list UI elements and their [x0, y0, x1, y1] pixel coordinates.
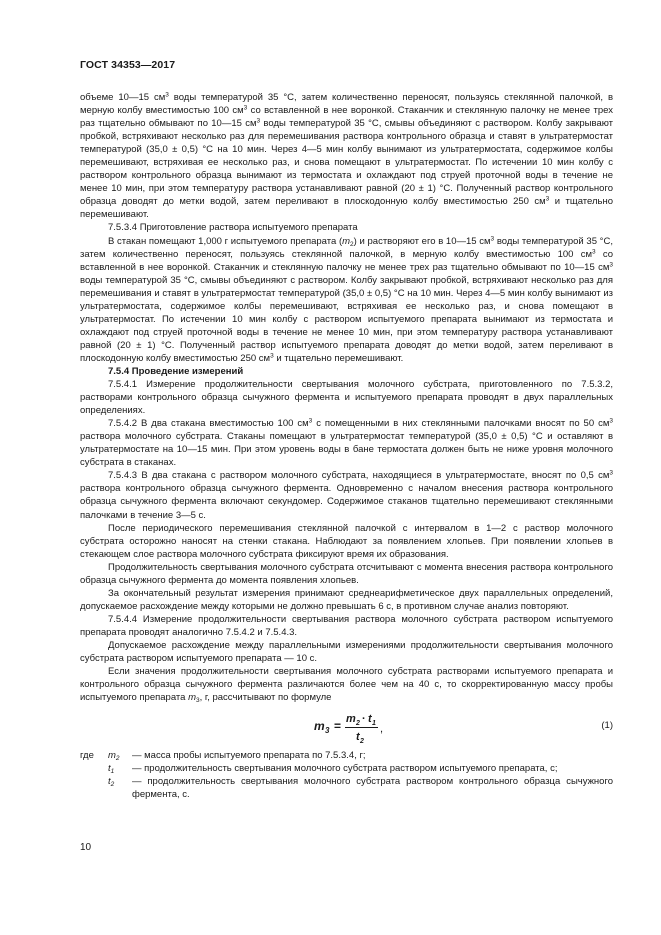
section-7-5-3-4-title: 7.5.3.4 Приготовление раствора испытуемого препарата: [108, 222, 358, 234]
legend-row-t2: [80, 775, 613, 801]
page-number: 10: [80, 842, 92, 853]
legend-desc-m2: — масса пробы испытуемого препарата по 7.5.3.4, г;: [132, 750, 366, 762]
formula-comma: ,: [380, 723, 384, 736]
section-7-5-4-title: 7.5.4 Проведение измерений: [108, 365, 244, 377]
formula-den-t: t: [356, 731, 360, 744]
paragraph-allowed-difference: Допускаемое расхождение между параллельными измерениями продолжительности свертывания молочного субстрата раствором испытуемого препарата — 10 с.: [80, 639, 613, 665]
paragraph-7-5-4-4: 7.5.4.4 Измерение продолжительности свертывания раствора молочного субстрата раствором испытуемого препарата проводят аналогично 7.5.4.2 и 7.5.4.3.: [80, 613, 613, 638]
formula-num-m-sub: 2: [356, 720, 360, 728]
legend-desc-t1: — продолжительность свертывания молочного субстрата раствором испытуемого препарата, с;: [132, 763, 558, 775]
formula-den-t-sub: 2: [360, 738, 364, 746]
formula-equals: =: [334, 719, 342, 734]
formula-num-t-sub: 1: [372, 720, 376, 728]
legend-row-t1: [80, 762, 613, 775]
legend-where: где: [80, 750, 94, 762]
paragraph-7-5-4-3: 7.5.4.3 В два стакана с раствором молочного субстрата, находящиеся в ультратермостате, вносят по 0,5 $см^3$ раствора контрольного образца сычужного фермента. Одновременно с началом внесения раствора контрольного образца сычужного фермента включают секундомер. Содержимое стаканов тщательно перемешивают стеклянными палочками в течение 3—5 с.: [80, 469, 613, 521]
paragraph-7-5-4-2: 7.5.4.2 В два стакана вместимостью 100 $см^3$ с помещенными в них стеклянными палочками вносят по 50 $см^3$ раствора молочного субстрата. Стаканы помещают в ультратермостат температурой (35,0 ± 0,5) °С и оставляют в ультратермостате на 10—15 мин. При этом уровень воды в бане термостата должен быть не ниже уровня молочного субстрата в стаканах.: [80, 417, 613, 469]
legend-symbol-m2: $m_2$: [108, 750, 120, 763]
paragraph-control-sample-continued: объеме 10—15 $см^3$ воды температурой 35 °С, затем количественно переносят, пользуясь стеклянной палочкой, в мерную колбу вместимостью 100 $см^3$ со вставленной в нее воронкой. Стаканчик и стеклянную палочку не менее трех раз тщательно обмывают по 10—15 $см^3$ воды температурой 35 °С, смывы объединяют с раствором. Колбу закрывают пробкой, встряхивают несколько раз для перемешивания раствора контрольного образца и ставят в ультратермостат температурой (35,0 ± 0,5) °С на 10 мин. Через 4—5 мин колбу вынимают из ультратермостата, содержимое колбы перемешивают, встряхивая ее несколько раз, и снова помещают в ультратермостат. По истечении 10 мин колбу с раствором контрольного образца вынимают из термостата и охлаждают под струей проточной воды в течение не менее 10 мин, при этом температуру раствора устанавливают равной (20 ± 1) °С. Полученный раствор контрольного образца доводят до метки водой, затем переливают в плоскодонную колбу вместимостью 250 $см^3$ и тщательно перемешивают.: [80, 91, 614, 221]
paragraph-final-result: За окончательный результат измерения принимают среднеарифметическое двух параллельных определений, допускаемое расхождение между которыми не должно превышать 6 с, в противном случае анализ повторяют.: [80, 587, 613, 612]
paragraph-duration-count: Продолжительность свертывания молочного субстрата отсчитывают с момента внесения раствора контрольного образца сычужного фермента до момента появления хлопьев.: [80, 561, 613, 586]
legend-row-m2: [80, 749, 613, 762]
document-body: [80, 91, 613, 801]
formula-number: (1): [601, 720, 613, 732]
formula-dot: ·: [362, 713, 366, 726]
formula-num-t: t: [368, 713, 372, 726]
document-header: ГОСТ 34353—2017: [80, 59, 176, 71]
legend-symbol-t1: $t_1$: [108, 763, 115, 776]
paragraph-correction-condition: Если значения продолжительности свертывания молочного субстрата растворами испытуемого препарата и контрольного образца сычужного фермента различаются более чем на 40 с, то скорректированную массу пробы испытуемого препарата $m_3$, г, рассчитывают по формуле: [80, 666, 613, 705]
formula-legend: [80, 749, 613, 801]
paragraph-7-5-4-1: 7.5.4.1 Измерение продолжительности свертывания молочного субстрата, приготовленного по 7.5.3.2, растворами контрольного образца сычужного фермента и испытуемого препарата проводят в двух параллельных определениях.: [80, 379, 613, 417]
formula-lhs-sub: 3: [325, 726, 330, 736]
legend-desc-t2: — продолжительность свертывания молочного субстрата раствором контрольного образца сычужного фермента, с.: [132, 776, 613, 801]
paragraph-test-preparation: В стакан помещают 1,000 г испытуемого препарата $(m_2)$ и растворяют его в 10—15 $см^3$ воды температурой 35 °С, затем количественно переносят, пользуясь стеклянной палочкой, в мерную колбу вместимостью 100 $см^3$ со вставленной в нее воронкой. Стаканчик и стеклянную палочку не менее трех раз тщательно обмывают по 10—15 $см^3$ воды температурой 35 °С, смывы объединяют с раствором. Колбу закрывают пробкой, встряхивают несколько раз для перемешивания и ставят в ультратермостат температурой (35,0 ± 0,5) °С на 10 мин. Через 4—5 мин колбу вынимают из ультратермостата, содержимое колбы перемешивают, встряхивая ее несколько раз, и снова помещают в ультратермостат. По истечении 10 мин колбу с раствором испытуемого препарата вынимают из термостата и охлаждают под струей проточной воды в течение не менее 10 мин, при этом температуру раствора устанавливают равной (20 ± 1) °С. Полученный раствор испытуемого препарата доводят до метки водой, затем переливают в плоскодонную колбу вместимостью 250 $см^3$ и тщательно перемешивают.: [80, 235, 614, 364]
formula-lhs-m: m: [314, 719, 325, 734]
formula-1: [80, 707, 613, 747]
formula-num-m: m: [346, 713, 356, 726]
legend-symbol-t2: $t_2$: [108, 776, 115, 789]
paragraph-flakes-observation: После периодического перемешивания стеклянной палочкой с интервалом в 1—2 с раствор молочного субстрата осторожно наносят на стенки стакана. Наблюдают за появлением хлопьев. При появлении хлопьев в стекающем слое раствора молочного субстрата фиксируют время их образования.: [80, 522, 613, 560]
formula-graphic: [80, 707, 613, 747]
